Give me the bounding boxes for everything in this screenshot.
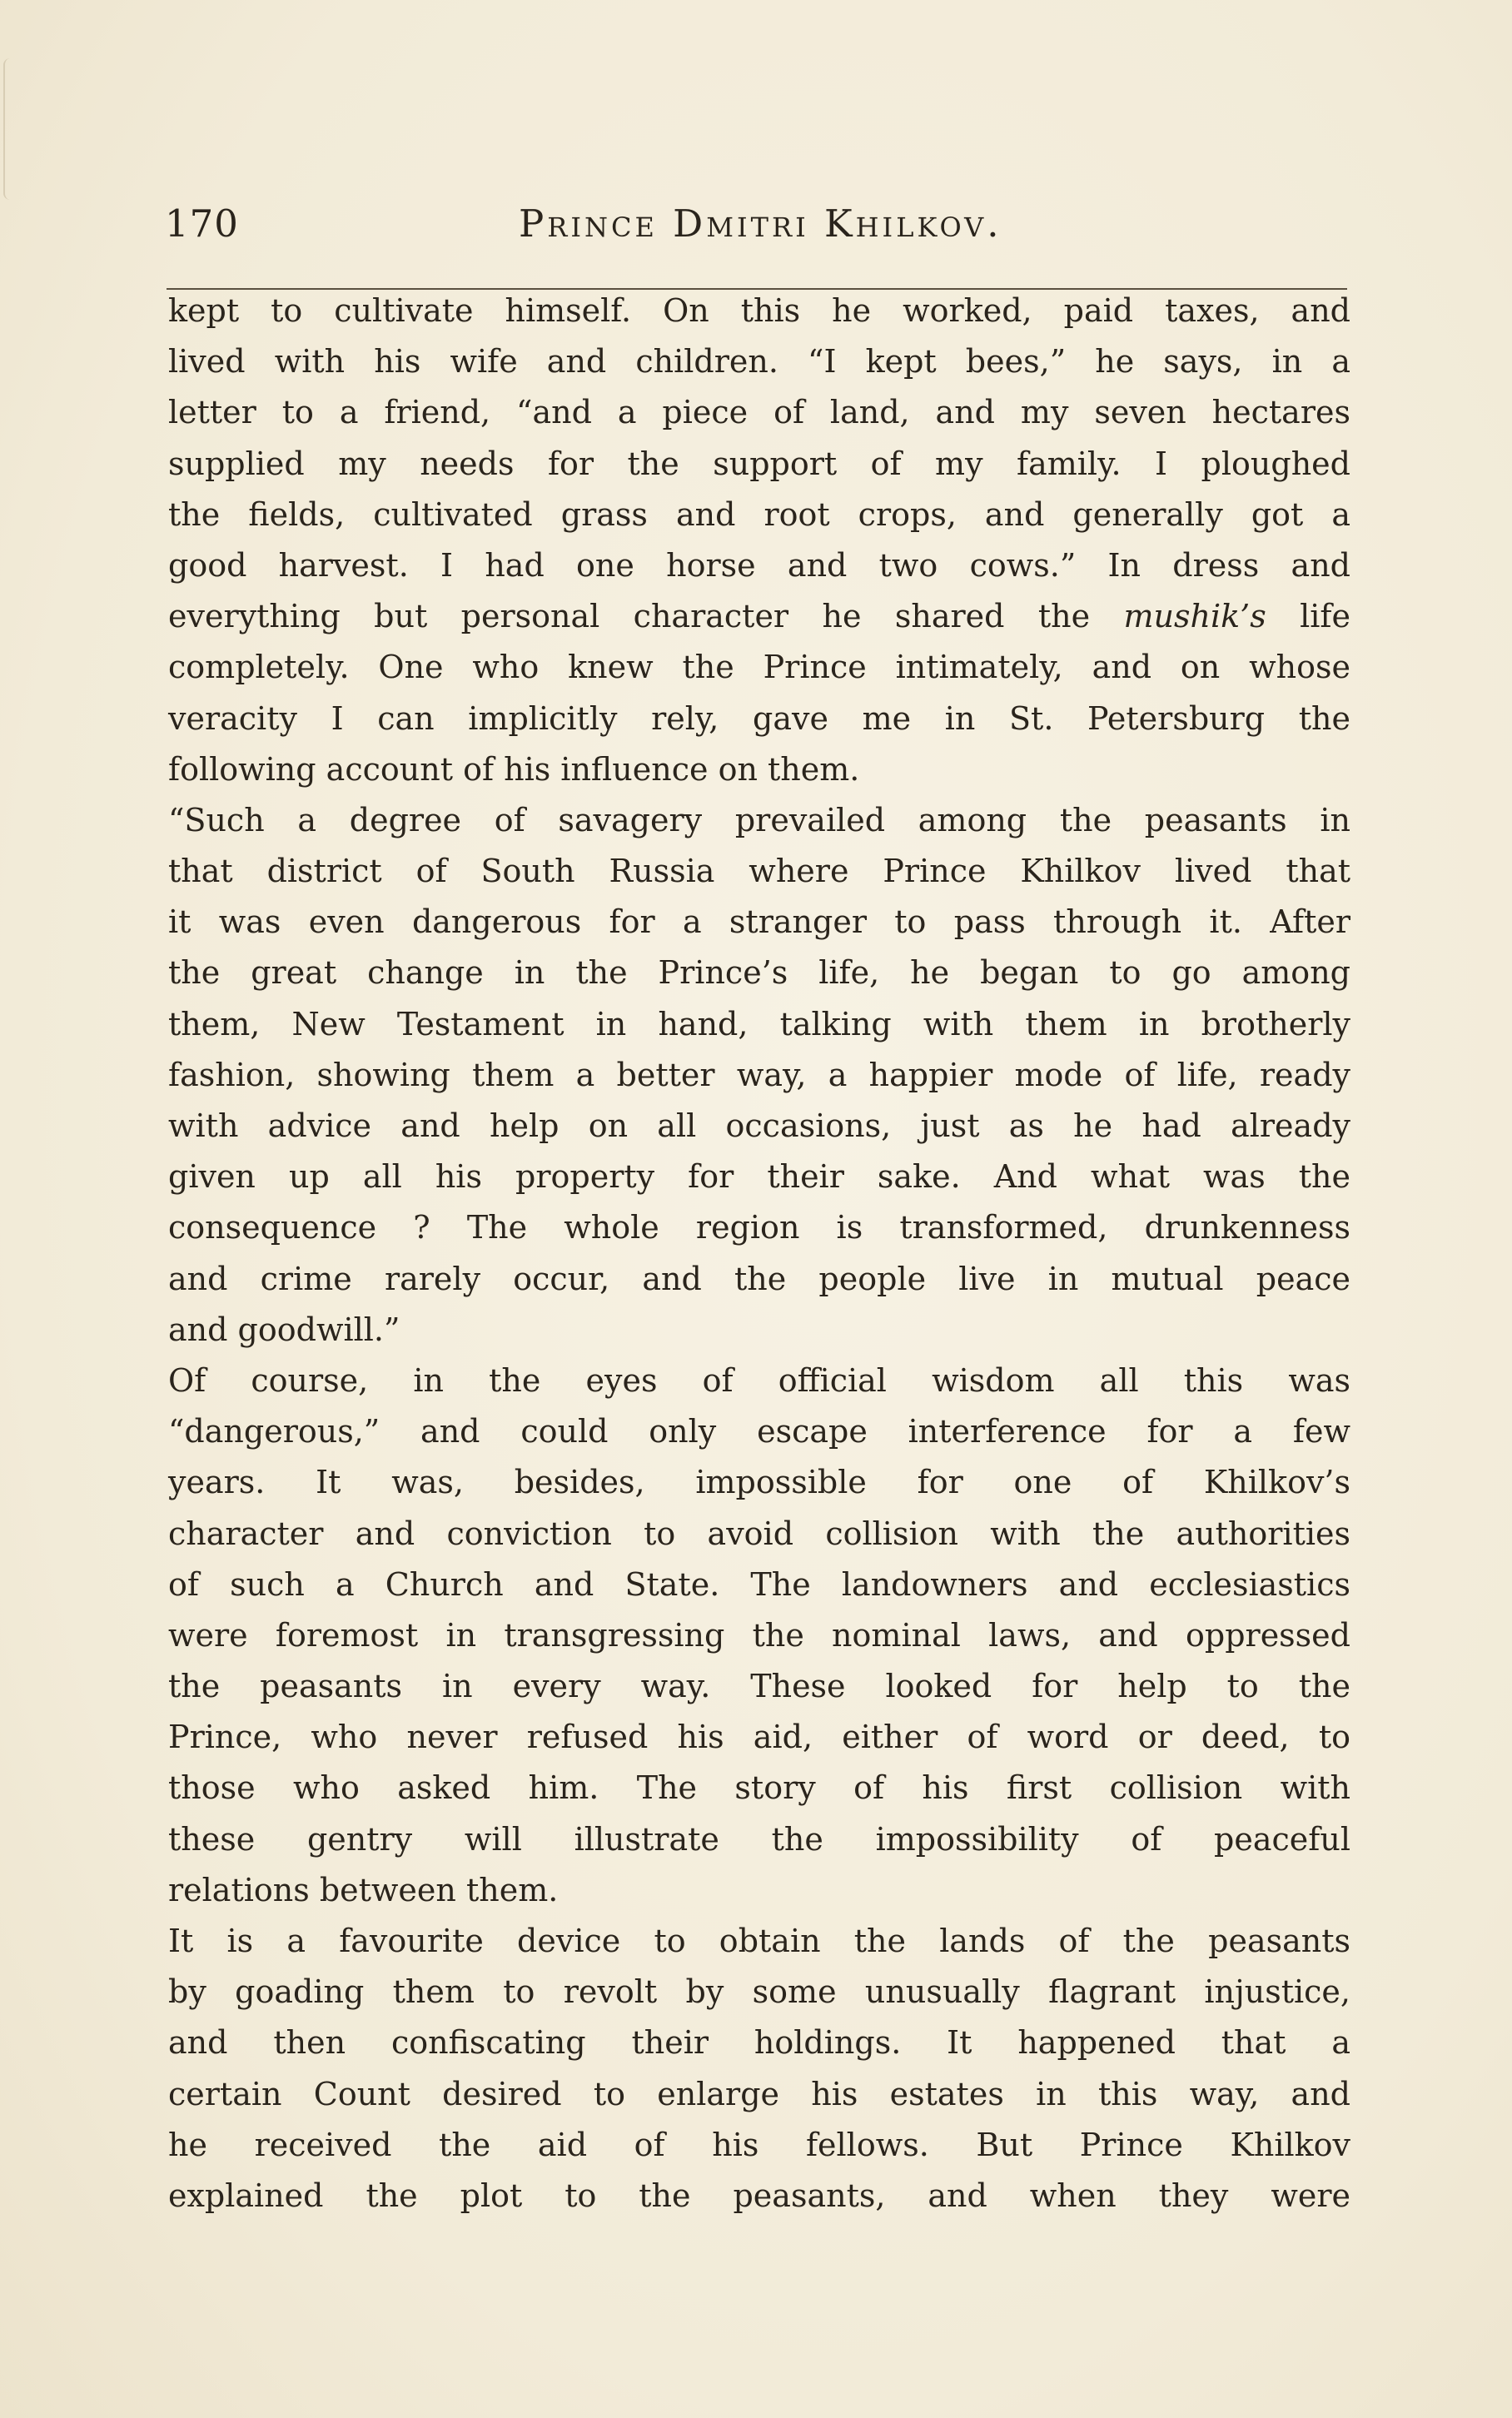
text-line: them, New Testament in hand, talking with them in brotherly [168,1005,1350,1042]
text-line: following account of his influence on them. [168,750,860,788]
text-line: “Such a degree of savagery prevailed among the peasants in [168,801,1350,838]
text-line: good harvest. I had one horse and two cows.” In dress and [168,546,1350,584]
text-line: given up all his property for their sake. And what was the [168,1158,1350,1196]
body-text [168,286,1350,2221]
text-line: those who asked him. The story of his first collision with [168,1769,1350,1807]
text-line: completely. One who knew the Prince intimately, and on whose [168,649,1350,686]
text-line: were foremost in transgressing the nominal laws, and oppressed [168,1616,1350,1654]
text-line: and then confiscating their holdings. It happened that a [168,2024,1350,2062]
text-line: explained the plot to the peasants, and when they were [168,2177,1350,2214]
text-line: the fields, cultivated grass and root crops, and generally got a [168,495,1350,533]
text-line: the peasants in every way. These looked for help to the [168,1668,1350,1705]
text-line-segment: everything but personal character he shared the [168,598,1124,635]
text-line [168,591,1350,642]
text-line: kept to cultivate himself. On this he worked, paid taxes, and [168,292,1350,329]
text-line: character and conviction to avoid collision with the authorities [168,1515,1350,1552]
text-line: supplied my needs for the support of my family. I ploughed [168,445,1350,482]
text-line: letter to a friend, “and a piece of land, and my seven hectares [168,394,1350,431]
running-head [165,202,1347,260]
text-line: it was even dangerous for a stranger to pass through it. After [168,903,1350,941]
text-line: with advice and help on all occasions, just as he had already [168,1107,1350,1144]
text-line: lived with his wife and children. “I kept bees,” he says, in a [168,343,1350,381]
text-line: years. It was, besides, impossible for one of Khilkov’s [168,1464,1350,1501]
running-title: Prince Dmitri Khilkov. [519,202,1002,246]
text-line: “dangerous,” and could only escape interference for a few [168,1413,1350,1450]
text-line: relations between them. [168,1871,559,1908]
text-line: that district of South Russia where Prince Khilkov lived that [168,853,1350,890]
text-line: Of course, in the eyes of official wisdom all this was [168,1361,1350,1399]
text-line: these gentry will illustrate the impossibility of peaceful [168,1820,1350,1858]
text-line: by goading them to revolt by some unusually flagrant injustice, [168,1973,1350,2011]
text-line: and goodwill.” [168,1311,400,1348]
text-line-segment: life [1266,598,1350,635]
page-edge-mark [3,58,13,200]
text-line: fashion, showing them a better way, a happier mode of life, ready [168,1056,1350,1093]
italic-term: mushik’s [1123,598,1266,635]
text-line: and crime rarely occur, and the people live in mutual peace [168,1260,1350,1297]
text-line: he received the aid of his fellows. But Prince Khilkov [168,2126,1350,2163]
text-line: veracity I can implicitly rely, gave me in St. Petersburg the [168,699,1350,737]
text-line: of such a Church and State. The landowners and ecclesiastics [168,1565,1350,1603]
text-line: It is a favourite device to obtain the lands of the peasants [168,1923,1350,1959]
text-line: Prince, who never refused his aid, either of word or deed, to [168,1719,1350,1756]
text-line: certain Count desired to enlarge his estates in this way, and [168,2075,1350,2112]
page-number: 170 [165,202,239,246]
text-line: consequence ? The whole region is transformed, drunkenness [168,1209,1350,1246]
text-line: the great change in the Prince’s life, he began to go among [168,954,1350,992]
